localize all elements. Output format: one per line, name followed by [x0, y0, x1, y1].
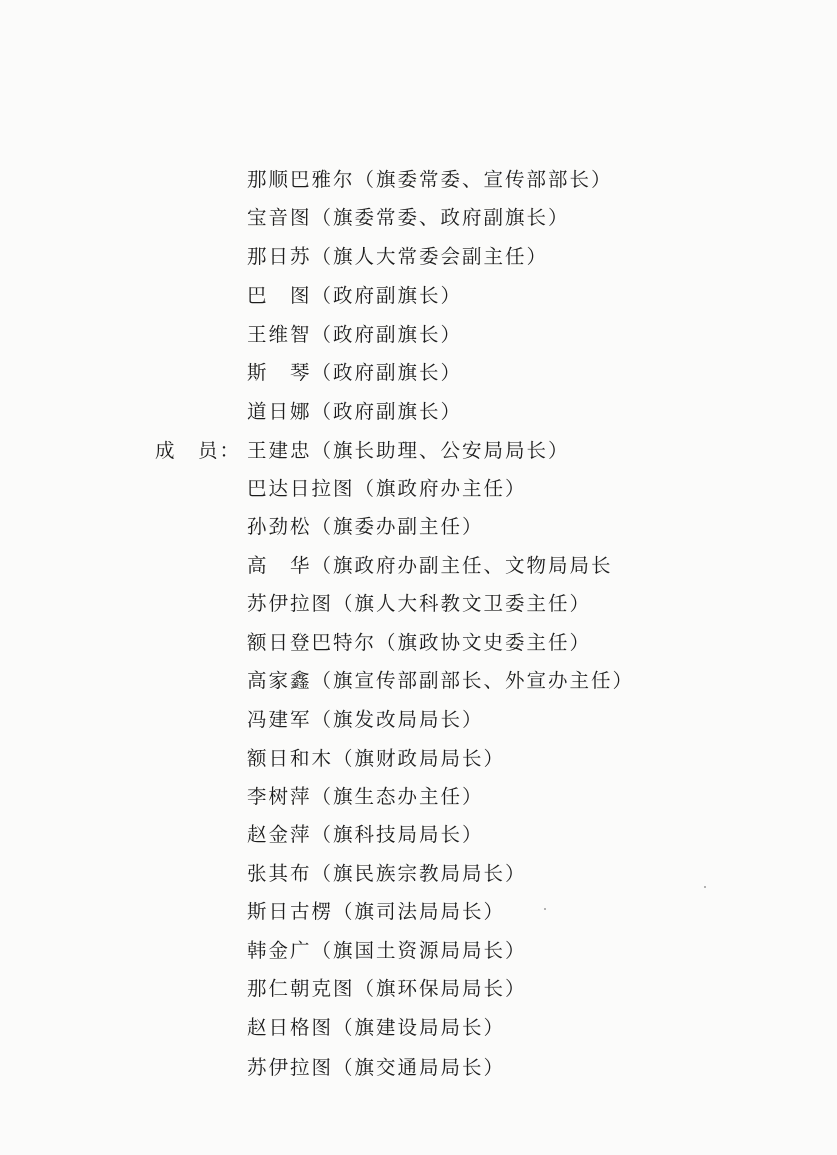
member-entry: 额日登巴特尔（旗政协文史委主任）: [247, 631, 592, 654]
member-entry: 那日苏（旗人大常委会副主任）: [247, 245, 549, 268]
member-entry: 斯日古楞（旗司法局局长）: [247, 900, 506, 923]
scan-speck: [704, 886, 706, 888]
member-entry: 道日娜（政府副旗长）: [247, 400, 463, 423]
member-entry: 额日和木（旗财政局局长）: [247, 747, 506, 770]
member-entry: 宝音图（旗委常委、政府副旗长）: [247, 206, 570, 229]
member-entry: 韩金广（旗国土资源局局长）: [247, 939, 527, 962]
member-entry: 那顺巴雅尔（旗委常委、宣传部部长）: [247, 168, 613, 191]
member-entry: 李树萍（旗生态办主任）: [247, 785, 484, 808]
member-entry: 王建忠（旗长助理、公安局局长）: [247, 439, 570, 462]
member-entry: 巴达日拉图（旗政府办主任）: [247, 477, 527, 500]
member-entry: 张其布（旗民族宗教局局长）: [247, 862, 527, 885]
member-entry: 巴 图（政府副旗长）: [247, 284, 463, 307]
member-entry: 高家鑫（旗宣传部副部长、外宣办主任）: [247, 669, 635, 692]
member-entry: 斯 琴（政府副旗长）: [247, 361, 463, 384]
member-entry: 那仁朝克图（旗环保局局长）: [247, 977, 527, 1000]
member-entry: 苏伊拉图（旗人大科教文卫委主任）: [247, 592, 592, 615]
member-entry: 高 华（旗政府办副主任、文物局局长: [247, 554, 613, 577]
member-entry: 孙劲松（旗委办副主任）: [247, 515, 484, 538]
member-entry: 冯建军（旗发改局局长）: [247, 708, 484, 731]
member-entry: 王维智（政府副旗长）: [247, 323, 463, 346]
scan-speck: [544, 908, 546, 910]
member-entry: 赵日格图（旗建设局局长）: [247, 1016, 506, 1039]
member-entry: 赵金萍（旗科技局局长）: [247, 823, 484, 846]
members-section-label: 成 员：: [155, 439, 242, 462]
member-entry: 苏伊拉图（旗交通局局长）: [247, 1056, 506, 1079]
